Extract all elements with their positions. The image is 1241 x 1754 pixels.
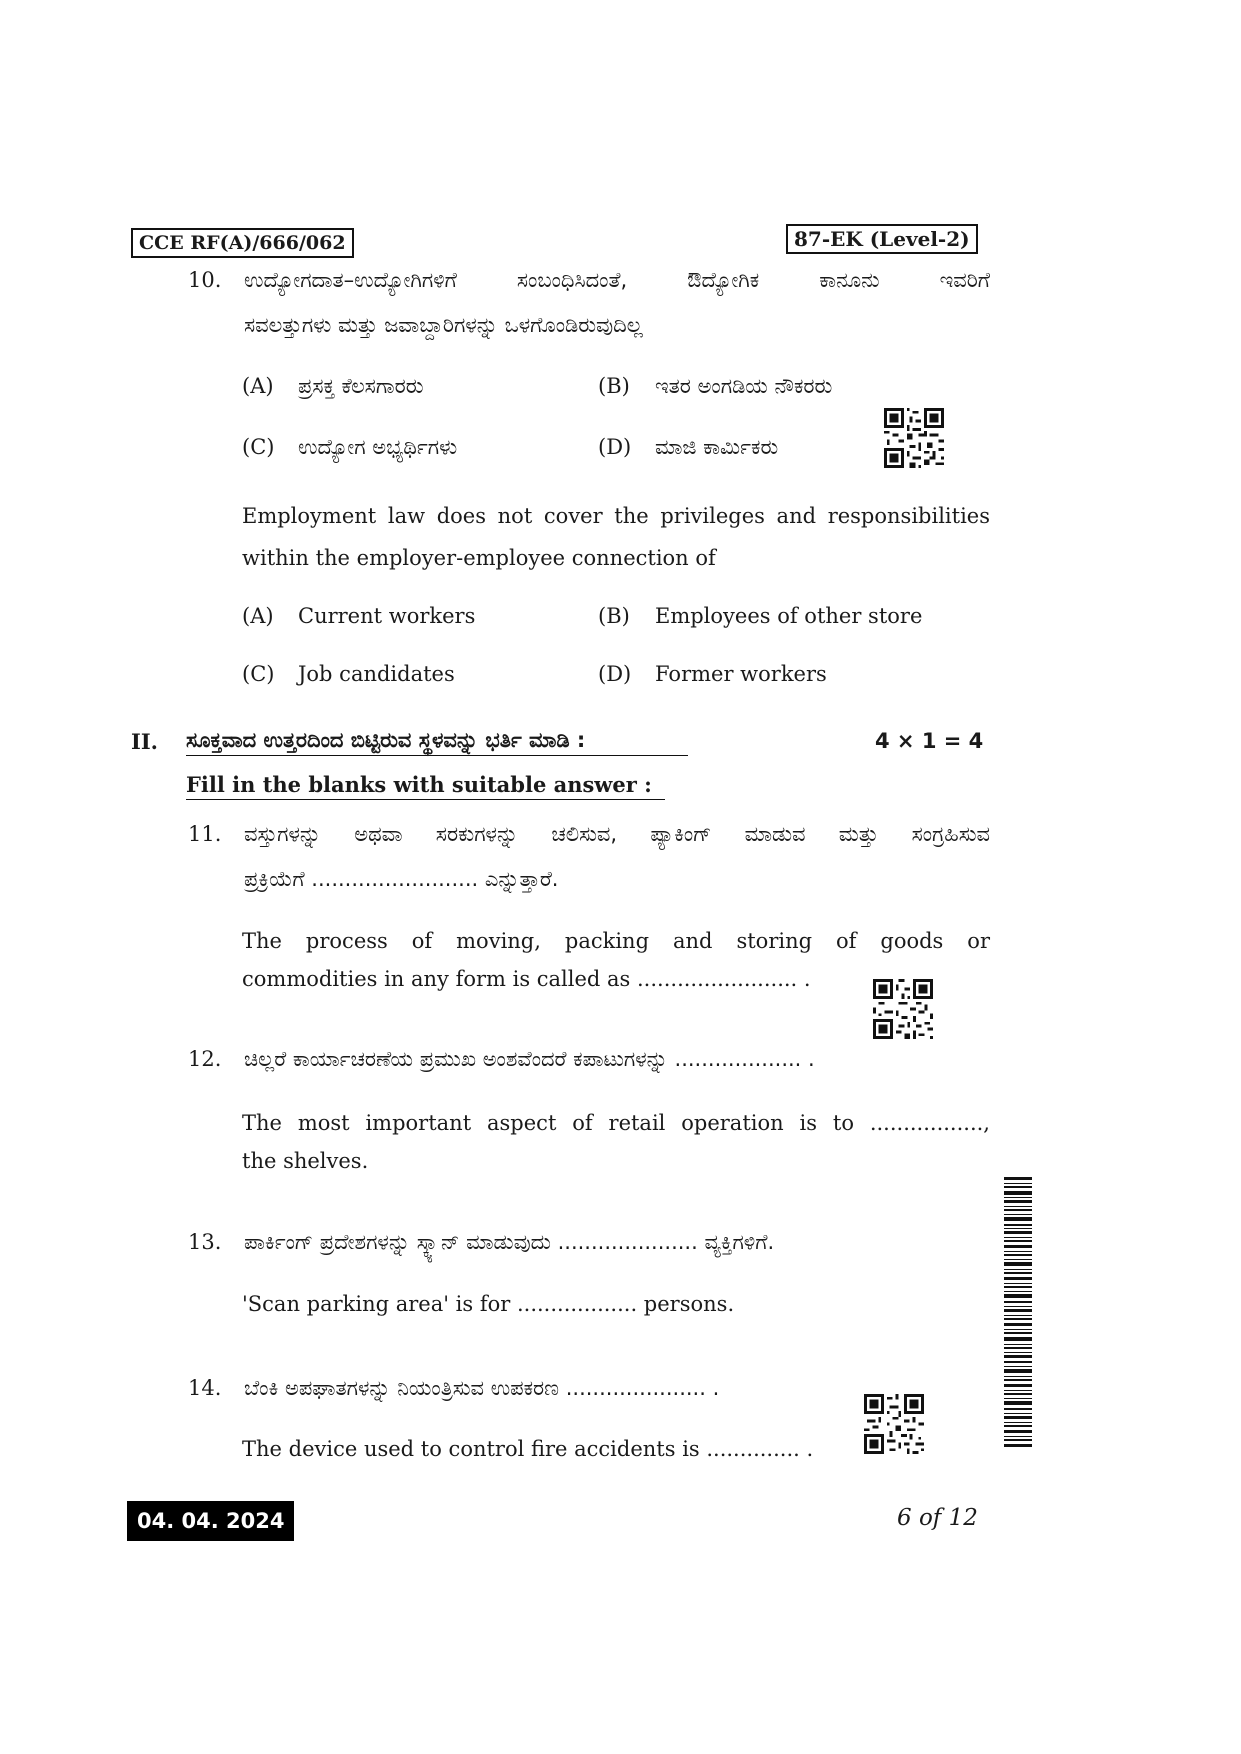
paper-code: CCE RF(A)/666/062 [131,228,354,258]
qr-code-icon [873,979,933,1039]
question-text-english: the shelves. [242,1149,369,1173]
question-number: 10. [188,268,222,292]
section-title-kannada: ಸೂಕ್ತವಾದ ಉತ್ತರದಿಂದ ಬಿಟ್ಟಿರುವ ಸ್ಥಳವನ್ನು ಭರ್ತಿ ಮಾಡಿ : [186,728,688,756]
question-text-kannada: ಪಾರ್ಕಿಂಗ್ ಪ್ರದೇಶಗಳನ್ನು ಸ್ಕ್ಯಾನ್ ಮಾಡುವುದು ..................... ವ್ಯಕ್ತಿಗಳಿಗೆ. [244,1230,775,1254]
question-text-kannada: ಉದ್ಯೋಗದಾತ–ಉದ್ಯೋಗಿಗಳಿಗೆ ಸಂಬಂಧಿಸಿದಂತೆ, ಔದ್ಯೋಗಿಕ ಕಾನೂನು ಇವರಿಗೆ [244,268,990,292]
question-text-kannada: ಚಿಲ್ಲರೆ ಕಾರ್ಯಾಚರಣೆಯ ಪ್ರಮುಖ ಅಂಶವೆಂದರೆ ಕಪಾಟುಗಳನ್ನು ................... . [244,1047,815,1071]
option-label: (A) [242,374,274,398]
question-number: 12. [188,1047,222,1071]
question-text-kannada: ಪ್ರಕ್ರಿಯೆಗೆ ......................... ಎನ್ನುತ್ತಾರೆ. [244,867,559,891]
qr-code-icon [884,408,944,468]
option-label: (C) [242,662,275,686]
option-text-kannada: ಮಾಜಿ ಕಾರ್ಮಿಕರು [655,435,779,459]
question-number: 13. [188,1230,222,1254]
option-label: (A) [242,604,274,628]
question-text-english: The most important aspect of retail operation is to ................., [242,1111,990,1135]
section-title-english: Fill in the blanks with suitable answer : [186,772,665,800]
option-text-english: Current workers [298,604,476,628]
question-text-kannada: ಬೆಂಕಿ ಅಪಘಾತಗಳನ್ನು ನಿಯಂತ್ರಿಸುವ ಉಪಕರಣ ..................... . [244,1376,720,1400]
option-text-english: Employees of other store [655,604,923,628]
option-text-kannada: ಉದ್ಯೋಗ ಅಭ್ಯರ್ಥಿಗಳು [298,435,458,459]
option-label: (B) [598,604,630,628]
qr-code-icon [864,1394,924,1454]
page-number: 6 of 12 [897,1505,978,1531]
option-text-english: Former workers [655,662,827,686]
option-label: (D) [598,662,632,686]
exam-date: 04. 04. 2024 [127,1501,294,1541]
question-text-english: 'Scan parking area' is for .................. persons. [242,1292,735,1316]
section-numeral: II. [131,729,158,754]
option-text-kannada: ಪ್ರಸಕ್ತ ಕೆಲಸಗಾರರು [298,374,424,398]
barcode-icon [1004,1177,1032,1447]
option-text-kannada: ಇತರ ಅಂಗಡಿಯ ನೌಕರರು [655,374,833,398]
question-text-kannada: ವಸ್ತುಗಳನ್ನು ಅಥವಾ ಸರಕುಗಳನ್ನು ಚಲಿಸುವ, ಪ್ಯಾಕಿಂಗ್ ಮಾಡುವ ಮತ್ತು ಸಂಗ್ರಹಿಸುವ [244,822,990,846]
question-number: 14. [188,1376,222,1400]
question-text-kannada: ಸವಲತ್ತುಗಳು ಮತ್ತು ಜವಾಬ್ದಾರಿಗಳನ್ನು ಒಳಗೊಂಡಿರುವುದಿಲ್ಲ [244,313,643,337]
section-marks: 4 × 1 = 4 [875,729,984,753]
option-label: (D) [598,435,632,459]
option-label: (B) [598,374,630,398]
subject-code: 87-EK (Level-2) [786,224,978,254]
question-text-english: The process of moving, packing and storing of goods or [242,929,990,953]
question-text-english: within the employer-employee connection of [242,546,716,570]
option-text-english: Job candidates [298,662,455,686]
question-number: 11. [188,822,222,846]
question-text-english: The device used to control fire accidents is .............. . [242,1437,814,1461]
option-label: (C) [242,435,275,459]
question-text-english: commodities in any form is called as ........................ . [242,967,811,991]
question-text-english: Employment law does not cover the privileges and responsibilities [242,504,990,528]
